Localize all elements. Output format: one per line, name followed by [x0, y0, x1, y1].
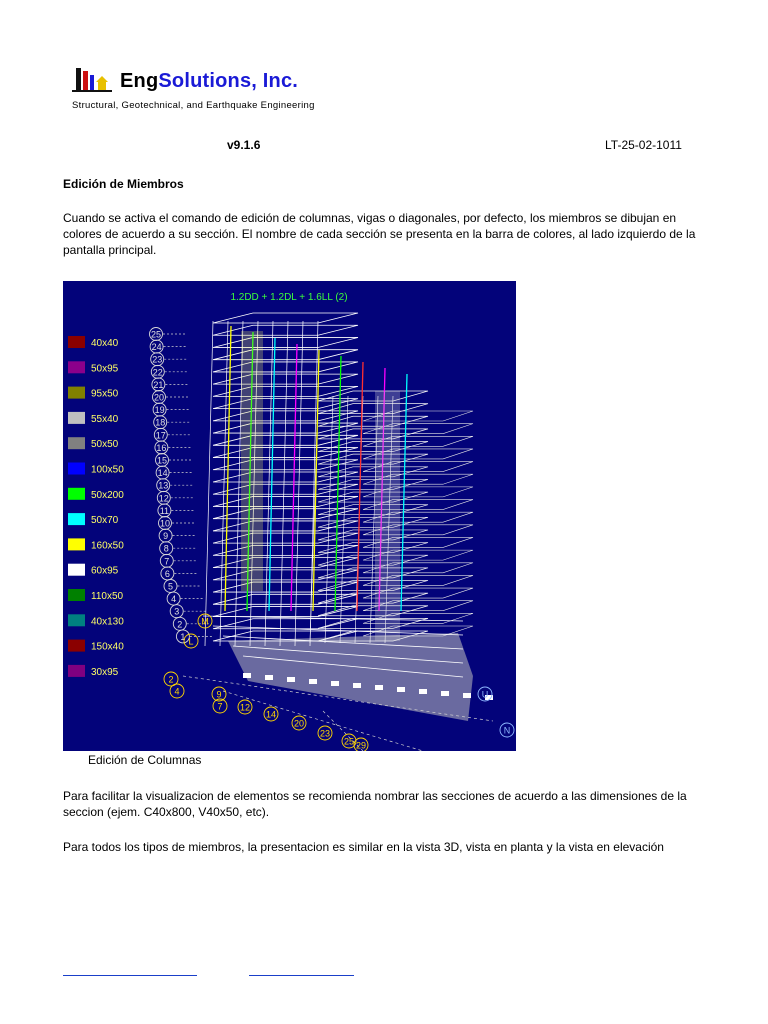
grid-label: M — [201, 616, 209, 627]
column — [205, 321, 213, 646]
grid-label: 29 — [355, 740, 367, 751]
floor-slab — [213, 350, 358, 360]
floor-slab — [213, 496, 358, 506]
level-label: 16 — [156, 442, 167, 453]
floor-slab — [213, 386, 358, 396]
level-label: 6 — [164, 568, 170, 579]
legend-label: 50x50 — [91, 439, 119, 451]
load-combination-label: 1.2DD + 1.2DL + 1.6LL (2) — [230, 292, 348, 303]
grid-label: U — [481, 689, 489, 700]
legend-swatch — [68, 665, 85, 677]
level-label: 24 — [151, 342, 162, 353]
floor-slab — [213, 435, 358, 445]
level-label: 2 — [177, 619, 183, 630]
grid-label: 9 — [216, 689, 222, 700]
legend-label: 55x40 — [91, 413, 119, 425]
level-label: 22 — [152, 367, 163, 378]
views-paragraph: Para todos los tipos de miembros, la presentacion es similar en la vista 3D, vista en planta y la vista en elevación — [63, 840, 664, 854]
legend-label: 30x95 — [91, 666, 119, 678]
support-node — [441, 691, 449, 696]
legend-swatch — [68, 640, 85, 652]
footer-link-2[interactable] — [249, 975, 354, 976]
legend-label: 40x130 — [91, 616, 124, 628]
floor-slab — [213, 607, 358, 617]
level-label: 12 — [158, 493, 169, 504]
legend-label: 160x50 — [91, 540, 124, 552]
legend-swatch — [68, 412, 85, 424]
support-node — [463, 693, 471, 698]
grid-label: 2 — [168, 674, 174, 685]
floor-slab — [213, 337, 358, 347]
level-label: 21 — [153, 379, 164, 390]
level-label: 18 — [155, 417, 166, 428]
floor-slab — [213, 362, 358, 372]
section-color-legend — [68, 336, 124, 678]
grid-label: 4 — [174, 686, 180, 697]
support-node — [243, 673, 251, 678]
level-label: 19 — [154, 405, 165, 416]
structure-3d-view — [63, 281, 516, 751]
grid-label: 25 — [343, 736, 355, 747]
legend-label: 110x50 — [91, 591, 124, 602]
legend-label: 60x95 — [91, 565, 119, 577]
legend-swatch — [68, 614, 85, 626]
level-label: 23 — [152, 354, 163, 365]
level-label: 13 — [158, 480, 169, 491]
structure-3d-svg — [63, 281, 516, 751]
legend-label: 40x40 — [91, 338, 119, 349]
level-label: 25 — [150, 329, 162, 340]
column — [280, 321, 288, 646]
floor-slab — [213, 509, 358, 519]
legend-swatch — [68, 538, 85, 550]
floor-slab — [213, 325, 358, 335]
support-node — [419, 689, 427, 694]
highlighted-column — [375, 391, 400, 641]
legend-swatch — [68, 463, 85, 475]
building-wireframe — [183, 313, 493, 751]
legend-swatch — [68, 361, 85, 373]
level-label: 4 — [171, 594, 177, 605]
level-label: 1 — [180, 631, 186, 642]
floor-slab — [318, 404, 428, 414]
podium — [228, 633, 473, 721]
colored-column — [357, 362, 363, 611]
level-label: 14 — [157, 468, 168, 479]
support-node — [265, 675, 273, 680]
legend-swatch — [68, 589, 85, 601]
level-label: 17 — [155, 430, 166, 441]
footer-link-1[interactable] — [63, 975, 197, 976]
legend-swatch — [68, 488, 85, 500]
floor-slab — [213, 374, 358, 384]
recommendation-paragraph: Para facilitar la visualizacion de elementos se recomienda nombrar las secciones de acuerdo a las dimensiones de la seccion (ejem. C40x800, V40x50, etc). — [63, 789, 687, 819]
figure-caption: Edición de Columnas — [88, 753, 202, 767]
grid-label: 20 — [293, 718, 305, 729]
grid-label: 7 — [217, 701, 223, 712]
legend-swatch — [68, 437, 85, 449]
legend-label: 95x50 — [91, 388, 119, 400]
column — [325, 396, 333, 643]
logo-bars-icon — [72, 66, 114, 92]
support-node — [287, 677, 295, 682]
version-label: v9.1.6 — [227, 138, 261, 152]
intro-paragraph: Cuando se activa el comando de edición de columnas, vigas o diagonales, por defecto, los miembros se dibujan en colores de acuerdo a su sección. El nombre de cada sección se presenta en la barra de colores, al lado izquierdo de la pantalla principal. — [63, 211, 696, 257]
company-name-part2: Solutions, Inc. — [158, 70, 299, 92]
document-code: LT-25-02-1011 — [605, 138, 682, 152]
level-label: 3 — [174, 606, 180, 617]
colored-column — [335, 356, 341, 611]
level-label: 20 — [153, 392, 165, 403]
floor-slab — [213, 448, 358, 458]
company-name-part1: Eng — [120, 70, 159, 92]
legend-label: 50x95 — [91, 363, 119, 375]
grid-label: 23 — [319, 728, 331, 739]
floor-slab — [213, 460, 358, 470]
grid-label: N — [503, 725, 511, 736]
support-node — [309, 679, 317, 684]
level-label: 9 — [163, 531, 169, 542]
level-label: 8 — [163, 543, 169, 554]
floor-slab — [213, 313, 358, 323]
company-name — [120, 70, 298, 93]
legend-label: 50x200 — [91, 489, 124, 501]
level-label: 5 — [167, 581, 174, 592]
level-label: 10 — [159, 518, 171, 529]
legend-label: 100x50 — [91, 464, 124, 476]
level-label: 7 — [164, 556, 170, 567]
grid-label: 14 — [265, 709, 277, 720]
support-node — [375, 685, 383, 690]
grid-label: L — [188, 636, 194, 647]
legend-swatch — [68, 513, 85, 525]
floor-slab — [213, 619, 358, 629]
legend-swatch — [68, 387, 85, 399]
legend-swatch — [68, 336, 85, 348]
support-node — [331, 681, 339, 686]
column — [340, 396, 348, 643]
level-label: 15 — [156, 455, 168, 466]
support-node — [397, 687, 405, 692]
company-tagline: Structural, Geotechnical, and Earthquake Engineering — [72, 100, 315, 111]
section-title: Edición de Miembros — [63, 177, 184, 191]
highlighted-column — [241, 331, 263, 591]
floor-slab — [213, 399, 358, 409]
support-node — [353, 683, 361, 688]
legend-swatch — [68, 564, 85, 576]
level-labels — [150, 328, 213, 643]
level-label: 11 — [159, 505, 170, 516]
legend-label: 50x70 — [91, 515, 119, 527]
legend-label: 150x40 — [91, 641, 124, 653]
grid-label: 12 — [239, 702, 251, 713]
